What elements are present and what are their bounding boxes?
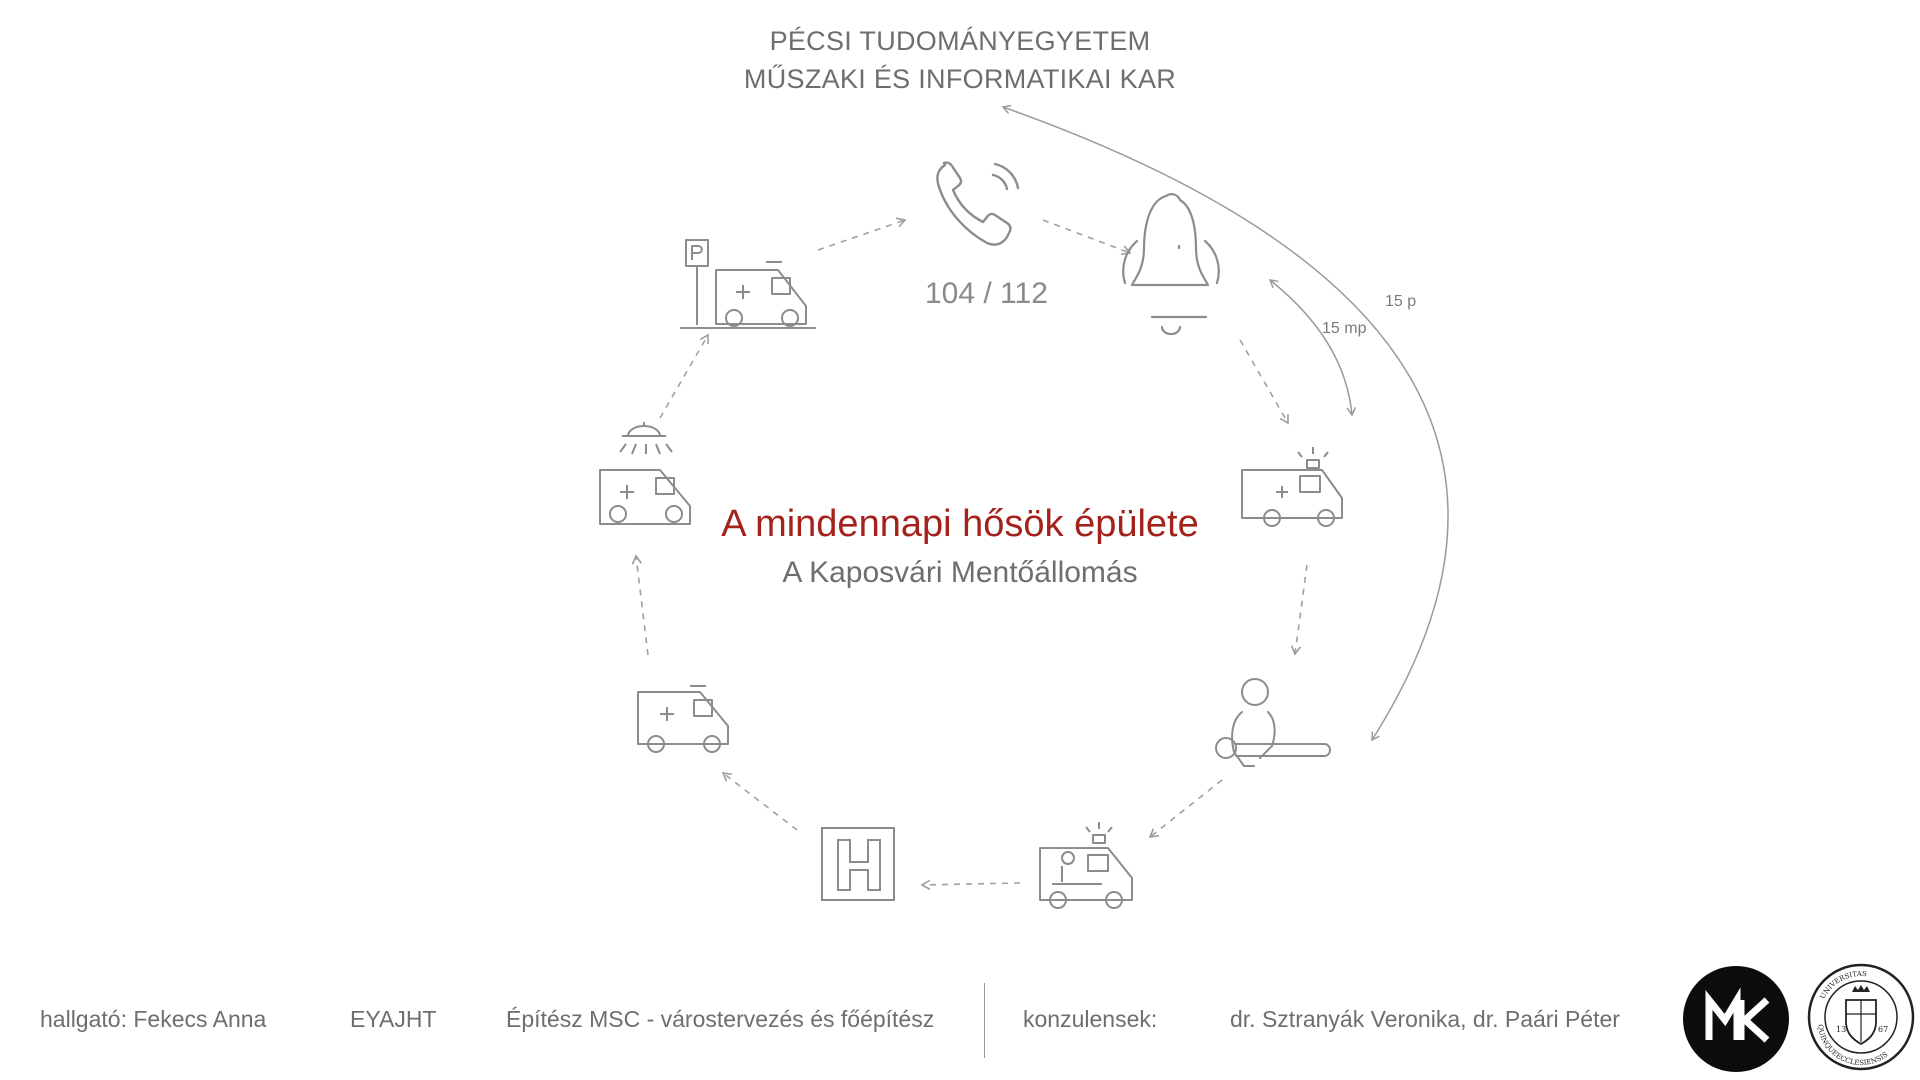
svg-text:QUINQUEECCLESIENSIS: QUINQUEECCLESIENSIS (1816, 1023, 1890, 1068)
mik-logo (1683, 966, 1789, 1072)
seal-year-left: 13 (1836, 1025, 1847, 1034)
alarm-bell-icon (1123, 194, 1219, 334)
seal-year-right: 67 (1878, 1025, 1889, 1034)
consultants-label: konzulensek: (1023, 1006, 1158, 1032)
arrow-hospital-to-ambulance (723, 773, 797, 830)
consultants-names: dr. Sztranyák Veronika, dr. Paári Péter (1230, 1006, 1620, 1032)
arrow-cpr-to-transport (1150, 780, 1222, 837)
phone-icon (937, 163, 1018, 245)
arrow-bell-to-ambulance (1240, 340, 1288, 423)
cpr-icon (1216, 679, 1330, 766)
ambulance-parking-icon (680, 240, 816, 328)
emergency-numbers: 104 / 112 (925, 277, 1048, 310)
university-seal-logo (1806, 962, 1916, 1072)
university-name: PÉCSI TUDOMÁNYEGYETEM (769, 26, 1151, 56)
student-name: hallgató: Fekecs Anna (40, 1006, 267, 1032)
arc-15-minutes (1003, 107, 1448, 740)
hospital-icon (822, 828, 894, 900)
project-subtitle: A Kaposvári Mentőállomás (782, 556, 1138, 589)
arrow-parking-to-phone (818, 220, 905, 250)
svg-text:UNIVERSITAS: UNIVERSITAS (1818, 969, 1868, 1001)
faculty-name: MŰSZAKI ÉS INFORMATIKAI KAR (743, 64, 1177, 94)
project-title: A mindennapi hősök épülete (721, 503, 1199, 545)
ambulance-patient-icon (1040, 822, 1132, 908)
time-label-15-minutes: 15 p (1385, 293, 1417, 310)
arrow-phone-to-bell (1043, 220, 1130, 253)
student-code: EYAJHT (350, 1006, 437, 1032)
arc-15-seconds (1270, 280, 1352, 415)
footer-divider (984, 983, 985, 1058)
time-label-15-seconds: 15 mp (1322, 320, 1367, 337)
study-program: Építész MSC - várostervezés és főépítész (506, 1006, 935, 1032)
arrow-transport-to-hospital (922, 883, 1020, 885)
ambulance-icon (638, 686, 728, 752)
arrow-wash-to-parking (660, 335, 708, 418)
